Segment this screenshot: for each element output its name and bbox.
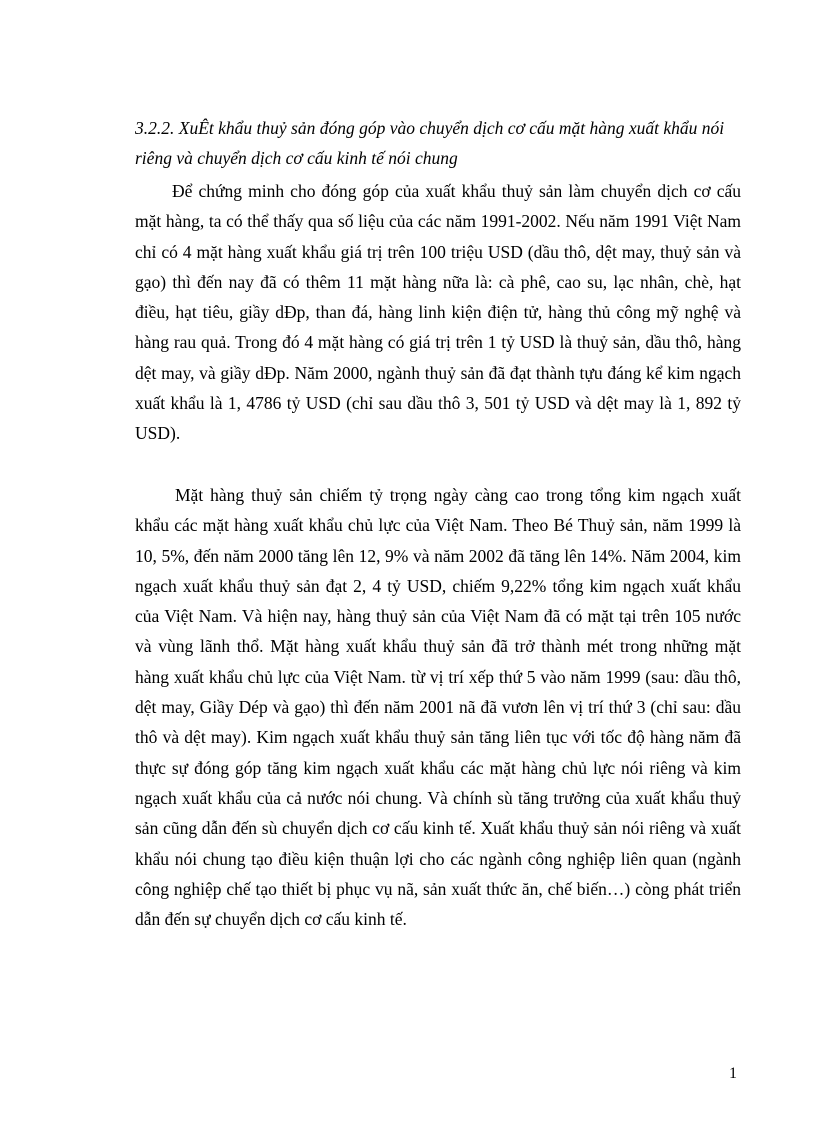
page-number: 1: [729, 1065, 737, 1082]
body-paragraph-2: Mặt hàng thuỷ sản chiếm tỷ trọng ngày càng cao trong tổng kim ngạch xuất khẩu các mặt hàng xuất khẩu chủ lực của Việt Nam. Theo Bé Thuỷ sản, năm 1999 là 10, 5%, đến năm 2000 tăng lên 12, 9% và năm 2002 đã tăng lên 14%. Năm 2004, kim ngạch xuất khẩu thuỷ sản đạt 2, 4 tỷ USD, chiếm 9,22% tổng kim ngạch xuất khẩu của Việt Nam. Và hiện nay, hàng thuỷ sản của Việt Nam đã có mặt tại trên 105 nước và vùng lãnh thổ. Mặt hàng xuất khẩu thuỷ sản đã trở thành mét trong những mặt hàng xuất khẩu chủ lực của Việt Nam. từ vị trí xếp thứ 5 vào năm 1999 (sau: dầu thô, dệt may, Giầy Dép và gạo) thì đến năm 2001 nã đã vươn lên vị trí thứ 3 (chỉ sau: dầu thô và dệt may). Kim ngạch xuất khẩu thuỷ sản tăng liên tục với tốc độ hàng năm đã thực sự đóng góp tăng kim ngạch xuất khẩu các mặt hàng chủ lực nói riêng và kim ngạch xuất khẩu của cả nước nói chung. Và chính sù tăng trưởng của xuất khẩu thuỷ sản cũng dẫn đến sù chuyển dịch cơ cấu kinh tế. Xuất khẩu thuỷ sản nói riêng và xuất khẩu nói chung tạo điều kiện thuận lợi cho các ngành công nghiệp liên quan (ngành công nghiệp chế tạo thiết bị phục vụ nã, sản xuất thức ăn, chế biến…) còng phát triển dẫn đến sự chuyển dịch cơ cấu kinh tế.: [135, 485, 741, 930]
section-heading: 3.2.2. XuÊt khẩu thuỷ sản đóng góp vào chuyển dịch cơ cấu mặt hàng xuất khẩu nói riêng và chuyển dịch cơ cấu kinh tế nói chung: [135, 118, 725, 168]
body-paragraph-1: Để chứng minh cho đóng góp của xuất khẩu thuỷ sản làm chuyển dịch cơ cấu mặt hàng, ta có thể thấy qua số liệu của các năm 1991-2002. Nếu năm 1991 Việt Nam chỉ có 4 mặt hàng xuất khẩu giá trị trên 100 triệu USD (dầu thô, dệt may, thuỷ sản và gạo) thì đến nay đã có thêm 11 mặt hàng nữa là: cà phê, cao su, lạc nhân, chè, hạt điều, hạt tiêu, giầy dÐp, than đá, hàng linh kiện điện tử, hàng thủ công mỹ nghệ và hàng rau quả. Trong đó 4 mặt hàng có giá trị trên 1 tỷ USD là thuỷ sản, dầu thô, hàng dệt may, và giầy dÐp. Năm 2000, ngành thuỷ sản đã đạt thành tựu đáng kể kim ngạch xuất khẩu là 1, 4786 tỷ USD (chỉ sau dầu thô 3, 501 tỷ USD và dệt may là 1, 892 tỷ USD).: [135, 181, 741, 444]
